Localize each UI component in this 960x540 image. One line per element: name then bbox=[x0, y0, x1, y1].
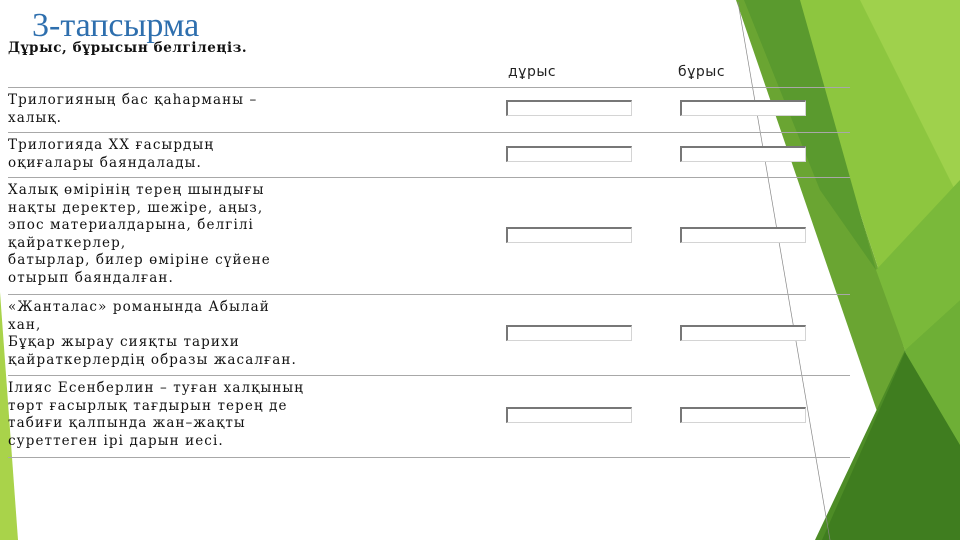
row-divider bbox=[8, 375, 850, 376]
column-header-wrong: бұрыс bbox=[678, 64, 726, 80]
statement-5-wrong-box[interactable] bbox=[680, 407, 806, 423]
statement-1-text: Трилогияның бас қаһарманы – халық. bbox=[8, 92, 258, 126]
statement-5-correct-box[interactable] bbox=[506, 407, 632, 423]
statement-4-wrong-box[interactable] bbox=[680, 325, 806, 341]
statement-5-text: Ілияс Есенберлин – туған халқының төрт ғасырлық тағдырын терең де табиғи қалпында жан–жақты суреттеген ірі дарын иесі. bbox=[8, 380, 305, 449]
statement-1-correct-box[interactable] bbox=[506, 100, 632, 116]
row-divider bbox=[8, 177, 850, 178]
statement-1-wrong-box[interactable] bbox=[680, 100, 806, 116]
statement-3-correct-box[interactable] bbox=[506, 227, 632, 243]
statement-3-text: Халық өмірінің терең шындығы нақты деректер, шежіре, аңыз, эпос материалдарына, белгілі қайраткерлер, батырлар, билер өміріне сүйене отырып баяндалған. bbox=[8, 182, 271, 286]
slide-title: 3-тапсырма bbox=[32, 7, 200, 44]
row-divider bbox=[8, 457, 850, 458]
row-divider bbox=[8, 294, 850, 295]
statement-2-wrong-box[interactable] bbox=[680, 146, 806, 162]
statement-4-correct-box[interactable] bbox=[506, 325, 632, 341]
statement-2-correct-box[interactable] bbox=[506, 146, 632, 162]
statement-2-text: Трилогияда ХХ ғасырдың оқиғалары баяндалады. bbox=[8, 137, 215, 171]
statement-4-text: «Жанталас» романында Абылай хан, Бұқар жырау сияқты тарихи қайраткерлердің образы жасалған. bbox=[8, 299, 297, 368]
instruction-text: Дұрыс, бұрысын белгілеңіз. bbox=[8, 40, 248, 56]
column-header-correct: дұрыс bbox=[508, 64, 557, 80]
statement-3-wrong-box[interactable] bbox=[680, 227, 806, 243]
row-divider bbox=[8, 132, 850, 133]
row-divider bbox=[8, 87, 850, 88]
